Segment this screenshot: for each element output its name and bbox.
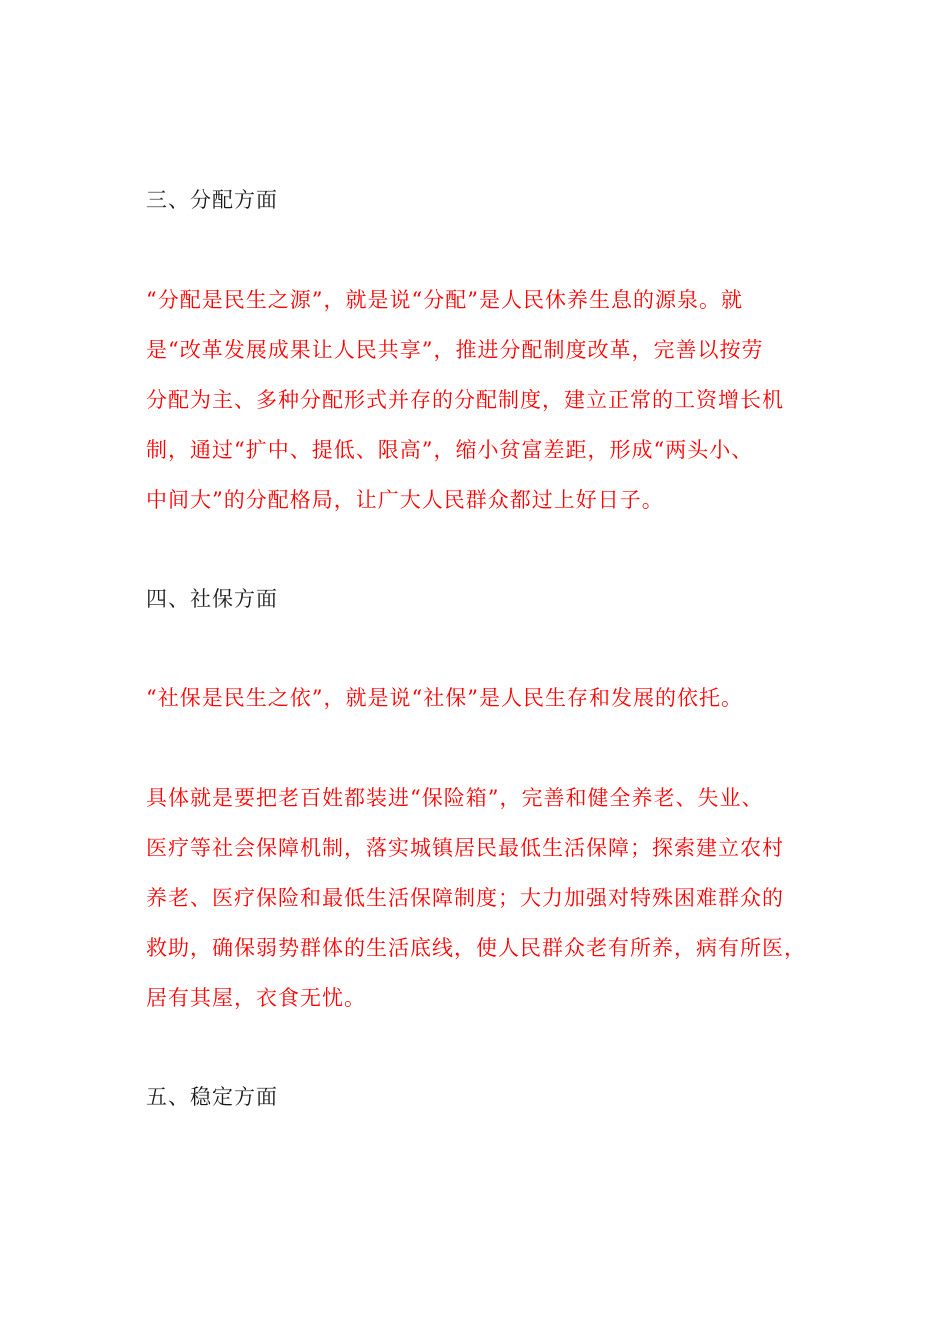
paragraph-line: 救助，确保弱势群体的生活底线，使人民群众老有所养，病有所医，: [146, 936, 806, 960]
paragraph-line: 中间大”的分配格局，让广大人民群众都过上好日子。: [146, 488, 664, 512]
paragraph-line: 养老、医疗保险和最低生活保障制度；大力加强对特殊困难群众的: [146, 886, 784, 910]
paragraph-social-security-detail: [146, 786, 826, 1036]
paragraph-line: 是“改革发展成果让人民共享”，推进分配制度改革，完善以按劳: [146, 338, 764, 362]
paragraph-line: 分配为主、多种分配形式并存的分配制度，建立正常的工资增长机: [146, 388, 784, 412]
paragraph-distribution: [146, 288, 826, 538]
paragraph-line: 居有其屋，衣食无忧。: [146, 986, 366, 1010]
section-heading-distribution: 三、分配方面: [146, 188, 278, 212]
paragraph-line: “社保是民生之依”，就是说“社保”是人民生存和发展的依托。: [146, 686, 743, 710]
section-heading-social-security: 四、社保方面: [146, 587, 278, 611]
paragraph-line: 制，通过“扩中、提低、限高”，缩小贫富差距，形成“两头小、: [146, 438, 754, 462]
paragraph-social-security-intro: [146, 686, 826, 736]
paragraph-line: 具体就是要把老百姓都装进“保险箱”，完善和健全养老、失业、: [146, 786, 764, 810]
section-heading-stability: 五、稳定方面: [146, 1085, 278, 1109]
paragraph-line: 医疗等社会保障机制，落实城镇居民最低生活保障；探索建立农村: [146, 836, 784, 860]
paragraph-line: “分配是民生之源”，就是说“分配”是人民休养生息的源泉。就: [146, 288, 743, 312]
